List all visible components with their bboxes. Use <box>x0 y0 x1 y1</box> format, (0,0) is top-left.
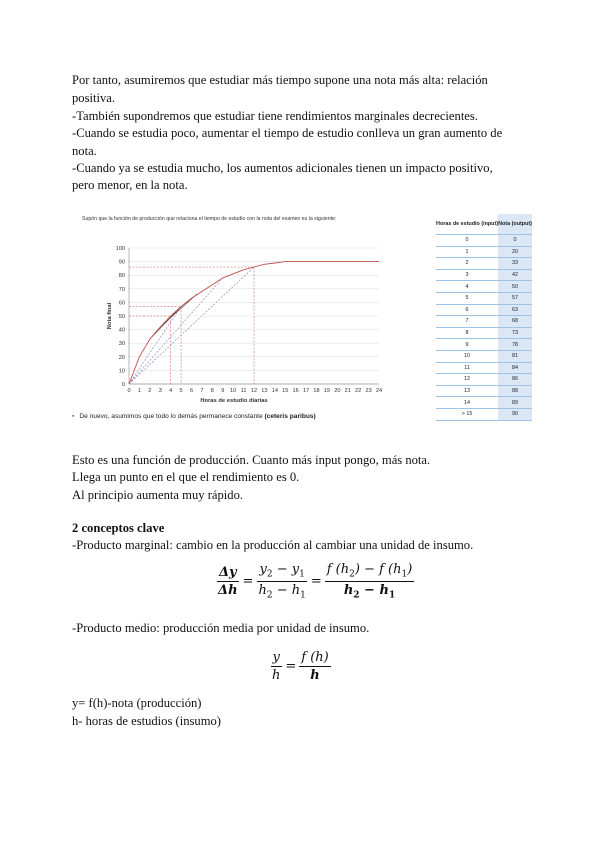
x-tick-label: 12 <box>250 388 258 394</box>
text-line: -Producto marginal: cambio en la producción al cambiar una unidad de insumo. <box>72 538 474 552</box>
x-tick-label: 2 <box>148 388 152 394</box>
production-figure <box>70 210 532 430</box>
cell-grade: 90 <box>498 408 532 420</box>
x-tick-label: 22 <box>355 388 362 394</box>
cell-grade: 68 <box>498 316 532 328</box>
cell-hours: 10 <box>436 350 498 362</box>
x-tick-label: 17 <box>302 388 310 394</box>
cell-grade: 81 <box>498 350 532 362</box>
x-tick-label: 3 <box>158 388 162 394</box>
production-chart <box>70 210 436 410</box>
cell-grade: 88 <box>498 385 532 397</box>
table-row <box>436 397 532 409</box>
table-row <box>436 385 532 397</box>
cell-grade: 57 <box>498 292 532 304</box>
x-tick-label: 11 <box>240 388 247 394</box>
text-line: y= f(h)-nota (producción) <box>72 696 202 710</box>
marginal-product-formula: $\frac{\Delta y}{\Delta h}$ = $\frac{y_2 - y_1}{h_2 - h_1}$ = $\frac{f (h_2) - f (h_1)}{h_2 - h_1}$ <box>218 562 413 601</box>
note-text: De nuevo, asumimos que todo lo demás permanece constante <box>79 413 265 420</box>
x-tick-label: 23 <box>365 388 372 394</box>
average-product-formula: $\frac{y}{h}$ = $\frac{f (h)}{h}$ <box>272 650 329 683</box>
bullet-icon: ▪ <box>72 413 75 420</box>
x-axis-label: Horas de estudio diarias <box>200 398 268 404</box>
cell-hours: 7 <box>436 316 498 328</box>
cell-grade: 63 <box>498 304 532 316</box>
y-tick-label: 20 <box>118 354 125 361</box>
x-tick-label: 1 <box>137 388 141 394</box>
x-tick-label: 24 <box>375 388 383 394</box>
cell-hours: 3 <box>436 269 498 281</box>
table-row <box>436 304 532 316</box>
table-row <box>436 292 532 304</box>
x-tick-label: 21 <box>344 388 351 394</box>
table-row <box>436 350 532 362</box>
average-product-ray <box>129 306 181 384</box>
y-tick-label: 0 <box>121 382 125 388</box>
x-tick-label: 6 <box>189 388 194 394</box>
y-tick-label: 50 <box>118 314 125 320</box>
x-tick-label: 0 <box>127 388 131 394</box>
x-tick-label: 15 <box>282 388 289 394</box>
y-tick-label: 80 <box>118 273 125 280</box>
table-row <box>436 246 532 258</box>
cell-hours: 9 <box>436 339 498 351</box>
cell-hours: 5 <box>436 292 498 304</box>
cell-hours: 12 <box>436 374 498 386</box>
text-line: Al principio aumenta muy rápido. <box>72 488 244 502</box>
cell-grade: 42 <box>498 269 532 281</box>
x-tick-label: 20 <box>334 388 341 394</box>
cell-hours: 11 <box>436 362 498 374</box>
data-table <box>436 214 532 421</box>
x-tick-label: 4 <box>169 388 173 394</box>
table-header-output: Nota (output) <box>498 214 532 235</box>
x-tick-label: 13 <box>261 388 268 394</box>
x-tick-label: 18 <box>313 388 320 394</box>
cell-hours: 14 <box>436 397 498 409</box>
table-row <box>436 281 532 293</box>
x-tick-label: 10 <box>230 388 237 394</box>
cell-hours: 13 <box>436 385 498 397</box>
figure-note <box>72 413 316 420</box>
table-row <box>436 339 532 351</box>
y-tick-label: 70 <box>118 286 125 293</box>
tangent-line <box>160 294 196 327</box>
cell-grade: 84 <box>498 362 532 374</box>
text-line: pero menor, en la nota. <box>72 178 188 192</box>
cell-grade: 73 <box>498 327 532 339</box>
x-tick-label: 5 <box>179 388 183 394</box>
cell-hours: 8 <box>436 327 498 339</box>
text-line: Llega un punto en el que el rendimiento es 0. <box>72 470 300 484</box>
text-line: -Producto medio: producción media por unidad de insumo. <box>72 621 370 635</box>
table-row <box>436 327 532 339</box>
y-tick-label: 10 <box>118 368 125 375</box>
text-line: h- horas de estudios (insumo) <box>72 714 222 728</box>
y-axis-label: Nota final <box>107 302 113 330</box>
table-row <box>436 316 532 328</box>
cell-hours: 0 <box>436 235 498 247</box>
cell-grade: 50 <box>498 281 532 293</box>
table-row <box>436 374 532 386</box>
cell-hours: 6 <box>436 304 498 316</box>
text-line: -Cuando ya se estudia mucho, los aumentos adicionales tienen un impacto positivo, <box>72 161 493 175</box>
section-heading: 2 conceptos clave <box>72 521 165 535</box>
x-tick-label: 14 <box>271 388 278 394</box>
text-line: nota. <box>72 144 97 158</box>
x-tick-label: 8 <box>210 388 214 394</box>
average-product-ray <box>129 278 223 384</box>
figure-caption: Supón que la función de producción que relaciona el tiempo de estudio con la nota del examen es la siguiente: <box>82 216 337 222</box>
cell-hours: > 15 <box>436 408 498 420</box>
x-tick-label: 16 <box>292 388 299 394</box>
y-tick-label: 40 <box>118 327 125 334</box>
x-tick-label: 19 <box>323 388 331 394</box>
text-line: Por tanto, asumiremos que estudiar más tiempo supone una nota más alta: relación <box>72 73 488 87</box>
cell-hours: 2 <box>436 258 498 270</box>
text-line: Esto es una función de producción. Cuanto más input pongo, más nota. <box>72 453 431 467</box>
text-line: -Cuando se estudia poco, aumentar el tiempo de estudio conlleva un gran aumento de <box>72 126 503 140</box>
y-tick-label: 100 <box>115 246 125 252</box>
table-row <box>436 258 532 270</box>
y-tick-label: 30 <box>118 341 125 348</box>
table-header-input: Horas de estudio (input) <box>436 214 498 235</box>
cell-grade: 33 <box>498 258 532 270</box>
x-tick-label: 7 <box>200 388 204 394</box>
cell-grade: 89 <box>498 397 532 409</box>
table-row <box>436 362 532 374</box>
table-row <box>436 269 532 281</box>
table-row <box>436 235 532 247</box>
note-bold: (ceteris paribus) <box>264 413 316 420</box>
cell-grade: 20 <box>498 246 532 258</box>
y-tick-label: 60 <box>118 300 125 307</box>
cell-hours: 4 <box>436 281 498 293</box>
cell-hours: 1 <box>436 246 498 258</box>
text-line: -También supondremos que estudiar tiene rendimientos marginales decrecientes. <box>72 109 478 123</box>
cell-grade: 0 <box>498 235 532 247</box>
x-tick-label: 9 <box>221 388 225 394</box>
y-tick-label: 90 <box>118 259 125 266</box>
cell-grade: 78 <box>498 339 532 351</box>
table-row <box>436 408 532 420</box>
cell-grade: 86 <box>498 374 532 386</box>
text-line: positiva. <box>72 91 116 105</box>
average-product-ray <box>129 267 254 384</box>
